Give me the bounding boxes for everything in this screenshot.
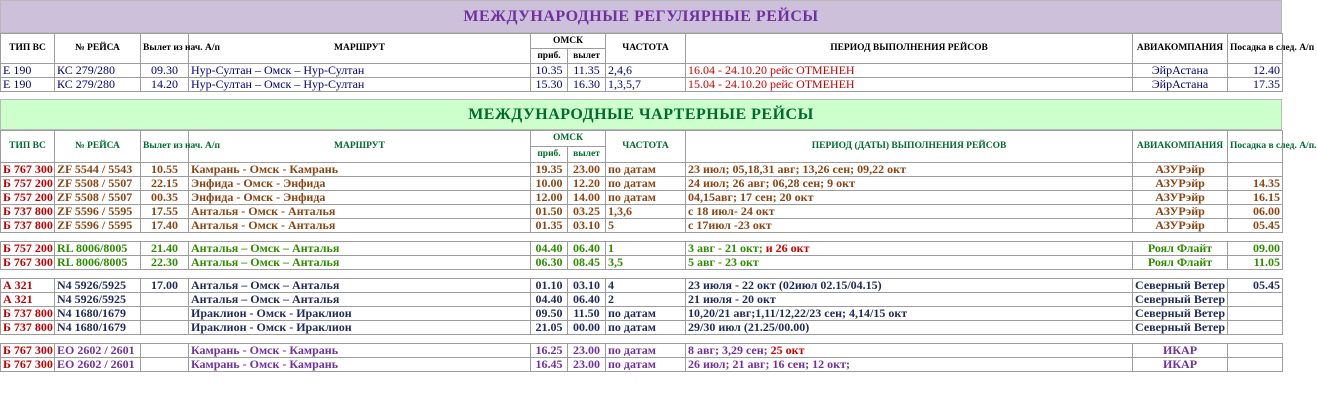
- period-cell: с 18 июл- 24 окт: [686, 205, 1133, 219]
- table-row: [1, 321, 1283, 335]
- aircraft-type-cell: Б 767 300: [1, 256, 55, 270]
- header-flight: № РЕЙСА: [55, 34, 141, 64]
- aircraft-type-cell: Б 767 300: [1, 163, 55, 177]
- header-route: МАРШРУТ: [189, 131, 531, 163]
- period-cell: 3 авг - 21 окт; и 26 окт: [686, 242, 1133, 256]
- charter-flights-table: [0, 130, 1317, 372]
- frequency-cell: 5: [606, 219, 686, 233]
- header-route: МАРШРУТ: [189, 34, 531, 64]
- header-freq: ЧАСТОТА: [606, 34, 686, 64]
- period-cell: 26 июл; 21 авг; 16 сен; 12 окт;: [686, 358, 1133, 372]
- header-period: ПЕРИОД ВЫПОЛНЕНИЯ РЕЙСОВ: [686, 34, 1133, 64]
- omsk-arrival-cell: 15.30: [531, 78, 568, 92]
- period-cell: 21 июля - 20 окт: [686, 293, 1133, 307]
- aircraft-type-cell: Б 767 300: [1, 344, 55, 358]
- airline-cell: Роял Флайт: [1133, 242, 1228, 256]
- aircraft-type-cell: Б 757 200: [1, 177, 55, 191]
- next-landing-cell: 16.15: [1228, 191, 1283, 205]
- omsk-departure-cell: 11.50: [568, 307, 606, 321]
- period-cell: 15.04 - 24.10.20 рейс ОТМЕНЕН: [686, 78, 1133, 92]
- omsk-arrival-cell: 16.25: [531, 344, 568, 358]
- frequency-cell: 1,3,5,7: [606, 78, 686, 92]
- route-cell: Нур-Султан – Омск – Нур-Султан: [189, 78, 531, 92]
- frequency-cell: по датам: [606, 321, 686, 335]
- omsk-departure-cell: 16.30: [568, 78, 606, 92]
- flight-number-cell: RL 8006/8005: [55, 242, 141, 256]
- period-cell: 23 июл; 05,18,31 авг; 13,26 сен; 09,22 окт: [686, 163, 1133, 177]
- next-landing-cell: 17.35: [1228, 78, 1283, 92]
- departure-time-cell: 17.40: [141, 219, 189, 233]
- frequency-cell: по датам: [606, 163, 686, 177]
- airline-cell: Северный Ветер: [1133, 307, 1228, 321]
- table-row: [1, 242, 1283, 256]
- omsk-arrival-cell: 01.50: [531, 205, 568, 219]
- departure-time-cell: [141, 321, 189, 335]
- departure-time-cell: 21.40: [141, 242, 189, 256]
- flight-number-cell: КС 279/280: [55, 78, 141, 92]
- period-cell: 8 авг; 3,29 сен; 25 окт: [686, 344, 1133, 358]
- next-landing-cell: [1228, 163, 1283, 177]
- table-row: [1, 358, 1283, 372]
- route-cell: Энфида - Омск - Энфида: [189, 177, 531, 191]
- frequency-cell: по датам: [606, 358, 686, 372]
- header-flight: № РЕЙСА: [55, 131, 141, 163]
- aircraft-type-cell: Б 767 300: [1, 358, 55, 372]
- omsk-arrival-cell: 01.10: [531, 279, 568, 293]
- header-landing: Посадка в след. А/п: [1228, 34, 1283, 64]
- header-airline: АВИАКОМПАНИЯ: [1133, 131, 1228, 163]
- next-landing-cell: [1228, 344, 1283, 358]
- departure-time-cell: 00.35: [141, 191, 189, 205]
- next-landing-cell: [1228, 307, 1283, 321]
- departure-time-cell: 22.15: [141, 177, 189, 191]
- period-cell: 5 авг - 23 окт: [686, 256, 1133, 270]
- omsk-arrival-cell: 16.45: [531, 358, 568, 372]
- header-arr: приб.: [531, 147, 568, 163]
- route-cell: Анталья – Омск – Анталья: [189, 293, 531, 307]
- table-row: [1, 307, 1283, 321]
- next-landing-cell: [1228, 293, 1283, 307]
- frequency-cell: 4: [606, 279, 686, 293]
- departure-time-cell: [141, 344, 189, 358]
- frequency-cell: 2: [606, 293, 686, 307]
- regular-flights-title: МЕЖДУНАРОДНЫЕ РЕГУЛЯРНЫЕ РЕЙСЫ: [0, 0, 1282, 33]
- flight-number-cell: ZF 5544 / 5543: [55, 163, 141, 177]
- omsk-departure-cell: 06.40: [568, 293, 606, 307]
- departure-time-cell: [141, 293, 189, 307]
- flight-number-cell: N4 1680/1679: [55, 307, 141, 321]
- flight-number-cell: ZF 5596 / 5595: [55, 205, 141, 219]
- flight-number-cell: ЕО 2602 / 2601: [55, 344, 141, 358]
- next-landing-cell: [1228, 358, 1283, 372]
- frequency-cell: 2,4,6: [606, 64, 686, 78]
- table-row: [1, 219, 1283, 233]
- airline-cell: АЗУРэйр: [1133, 219, 1228, 233]
- period-cell: 23 июля - 22 окт (02июл 02.15/04.15): [686, 279, 1133, 293]
- flight-number-cell: ZF 5508 / 5507: [55, 191, 141, 205]
- header-omsk: ОМСК: [531, 34, 606, 49]
- omsk-departure-cell: 08.45: [568, 256, 606, 270]
- header-type: ТИП ВС: [1, 131, 55, 163]
- table-row: [1, 279, 1283, 293]
- table-row: [1, 205, 1283, 219]
- omsk-departure-cell: 23.00: [568, 358, 606, 372]
- departure-time-cell: 22.30: [141, 256, 189, 270]
- aircraft-type-cell: Б 737 800: [1, 219, 55, 233]
- route-cell: Камрань - Омск - Камрань: [189, 358, 531, 372]
- airline-cell: Роял Флайт: [1133, 256, 1228, 270]
- departure-time-cell: [141, 307, 189, 321]
- period-cell: с 17июл -23 окт: [686, 219, 1133, 233]
- omsk-departure-cell: 11.35: [568, 64, 606, 78]
- airline-cell: Северный Ветер: [1133, 279, 1228, 293]
- header-type: ТИП ВС: [1, 34, 55, 64]
- omsk-departure-cell: 23.00: [568, 163, 606, 177]
- header-dep: Вылет из нач. А/п: [141, 131, 189, 163]
- omsk-departure-cell: 23.00: [568, 344, 606, 358]
- aircraft-type-cell: А 321: [1, 293, 55, 307]
- flight-number-cell: RL 8006/8005: [55, 256, 141, 270]
- flight-number-cell: N4 1680/1679: [55, 321, 141, 335]
- flight-number-cell: N4 5926/5925: [55, 293, 141, 307]
- route-cell: Анталья - Омск - Анталья: [189, 205, 531, 219]
- omsk-departure-cell: 06.40: [568, 242, 606, 256]
- route-cell: Камрань - Омск - Камрань: [189, 344, 531, 358]
- next-landing-cell: 12.40: [1228, 64, 1283, 78]
- aircraft-type-cell: Б 737 800: [1, 307, 55, 321]
- airline-cell: ЭйрАстана: [1133, 78, 1228, 92]
- route-cell: Анталья – Омск – Анталья: [189, 279, 531, 293]
- aircraft-type-cell: А 321: [1, 279, 55, 293]
- table-row: [1, 177, 1283, 191]
- airline-cell: АЗУРэйр: [1133, 205, 1228, 219]
- airline-cell: АЗУРэйр: [1133, 177, 1228, 191]
- omsk-arrival-cell: 04.40: [531, 293, 568, 307]
- departure-time-cell: 14.20: [141, 78, 189, 92]
- airline-cell: АЗУРэйр: [1133, 191, 1228, 205]
- table-row: [1, 344, 1283, 358]
- frequency-cell: по датам: [606, 307, 686, 321]
- route-cell: Анталья – Омск – Анталья: [189, 256, 531, 270]
- departure-time-cell: 17.00: [141, 279, 189, 293]
- period-cell: 24 июл; 26 авг; 06,28 сен; 9 окт: [686, 177, 1133, 191]
- omsk-arrival-cell: 10.35: [531, 64, 568, 78]
- omsk-arrival-cell: 12.00: [531, 191, 568, 205]
- flight-number-cell: КС 279/280: [55, 64, 141, 78]
- aircraft-type-cell: Б 737 800: [1, 205, 55, 219]
- omsk-arrival-cell: 01.35: [531, 219, 568, 233]
- table-row: [1, 64, 1283, 78]
- aircraft-type-cell: Е 190: [1, 64, 55, 78]
- next-landing-cell: [1228, 321, 1283, 335]
- regular-flights-table: [0, 33, 1315, 92]
- next-landing-cell: 14.35: [1228, 177, 1283, 191]
- flight-number-cell: N4 5926/5925: [55, 279, 141, 293]
- frequency-cell: по датам: [606, 177, 686, 191]
- airline-cell: Северный Ветер: [1133, 293, 1228, 307]
- airline-cell: ИКАР: [1133, 344, 1228, 358]
- omsk-departure-cell: 03.25: [568, 205, 606, 219]
- next-landing-cell: 11.05: [1228, 256, 1283, 270]
- table-row: [1, 78, 1283, 92]
- next-landing-cell: 06.00: [1228, 205, 1283, 219]
- route-cell: Ираклион - Омск - Ираклион: [189, 307, 531, 321]
- period-extra: 25 окт: [767, 343, 805, 357]
- period-cell: 29/30 июл (21.25/00.00): [686, 321, 1133, 335]
- aircraft-type-cell: Е 190: [1, 78, 55, 92]
- flight-number-cell: ЕО 2602 / 2601: [55, 358, 141, 372]
- period-cell: 16.04 - 24.10.20 рейс ОТМЕНЕН: [686, 64, 1133, 78]
- omsk-arrival-cell: 06.30: [531, 256, 568, 270]
- next-landing-cell: 09.00: [1228, 242, 1283, 256]
- omsk-arrival-cell: 19.35: [531, 163, 568, 177]
- omsk-arrival-cell: 09.50: [531, 307, 568, 321]
- table-row: [1, 293, 1283, 307]
- header-out: вылет: [568, 49, 606, 64]
- table-row: [1, 191, 1283, 205]
- route-cell: Камрань - Омск - Камрань: [189, 163, 531, 177]
- airline-cell: АЗУРэйр: [1133, 163, 1228, 177]
- omsk-departure-cell: 03.10: [568, 279, 606, 293]
- period-cell: 04,15авг; 17 сен; 20 окт: [686, 191, 1133, 205]
- charter-flights-title: МЕЖДУНАРОДНЫЕ ЧАРТЕРНЫЕ РЕЙСЫ: [0, 99, 1282, 130]
- header-landing: Посадка в след. А/п.: [1228, 131, 1283, 163]
- table-row: [1, 256, 1283, 270]
- route-cell: Нур-Султан – Омск – Нур-Султан: [189, 64, 531, 78]
- omsk-departure-cell: 14.00: [568, 191, 606, 205]
- omsk-departure-cell: 00.00: [568, 321, 606, 335]
- departure-time-cell: [141, 358, 189, 372]
- flight-number-cell: ZF 5596 / 5595: [55, 219, 141, 233]
- header-airline: АВИАКОМПАНИЯ: [1133, 34, 1228, 64]
- table-row: [1, 163, 1283, 177]
- frequency-cell: 3,5: [606, 256, 686, 270]
- omsk-departure-cell: 12.20: [568, 177, 606, 191]
- next-landing-cell: 05.45: [1228, 279, 1283, 293]
- aircraft-type-cell: Б 737 800: [1, 321, 55, 335]
- route-cell: Энфида - Омск - Энфида: [189, 191, 531, 205]
- frequency-cell: 1,3,6: [606, 205, 686, 219]
- header-omsk: ОМСК: [531, 131, 606, 147]
- airline-cell: Северный Ветер: [1133, 321, 1228, 335]
- header-dep: Вылет из нач. А/п: [141, 34, 189, 64]
- route-cell: Ираклион - Омск - Ираклион: [189, 321, 531, 335]
- omsk-arrival-cell: 04.40: [531, 242, 568, 256]
- next-landing-cell: 05.45: [1228, 219, 1283, 233]
- airline-cell: ЭйрАстана: [1133, 64, 1228, 78]
- departure-time-cell: 10.55: [141, 163, 189, 177]
- header-out: вылет: [568, 147, 606, 163]
- route-cell: Анталья - Омск - Анталья: [189, 219, 531, 233]
- frequency-cell: по датам: [606, 344, 686, 358]
- header-period: ПЕРИОД (ДАТЫ) ВЫПОЛНЕНИЯ РЕЙСОВ: [686, 131, 1133, 163]
- airline-cell: ИКАР: [1133, 358, 1228, 372]
- frequency-cell: 1: [606, 242, 686, 256]
- omsk-arrival-cell: 10.00: [531, 177, 568, 191]
- frequency-cell: по датам: [606, 191, 686, 205]
- header-freq: ЧАСТОТА: [606, 131, 686, 163]
- omsk-departure-cell: 03.10: [568, 219, 606, 233]
- flight-number-cell: ZF 5508 / 5507: [55, 177, 141, 191]
- departure-time-cell: 17.55: [141, 205, 189, 219]
- aircraft-type-cell: Б 757 200: [1, 191, 55, 205]
- route-cell: Анталья – Омск – Анталья: [189, 242, 531, 256]
- period-cell: 10,20/21 авг;1,11/12,22/23 сен; 4,14/15 окт: [686, 307, 1133, 321]
- omsk-arrival-cell: 21.05: [531, 321, 568, 335]
- aircraft-type-cell: Б 757 200: [1, 242, 55, 256]
- departure-time-cell: 09.30: [141, 64, 189, 78]
- period-extra: и 26 окт: [762, 241, 810, 255]
- header-arr: приб.: [531, 49, 568, 64]
